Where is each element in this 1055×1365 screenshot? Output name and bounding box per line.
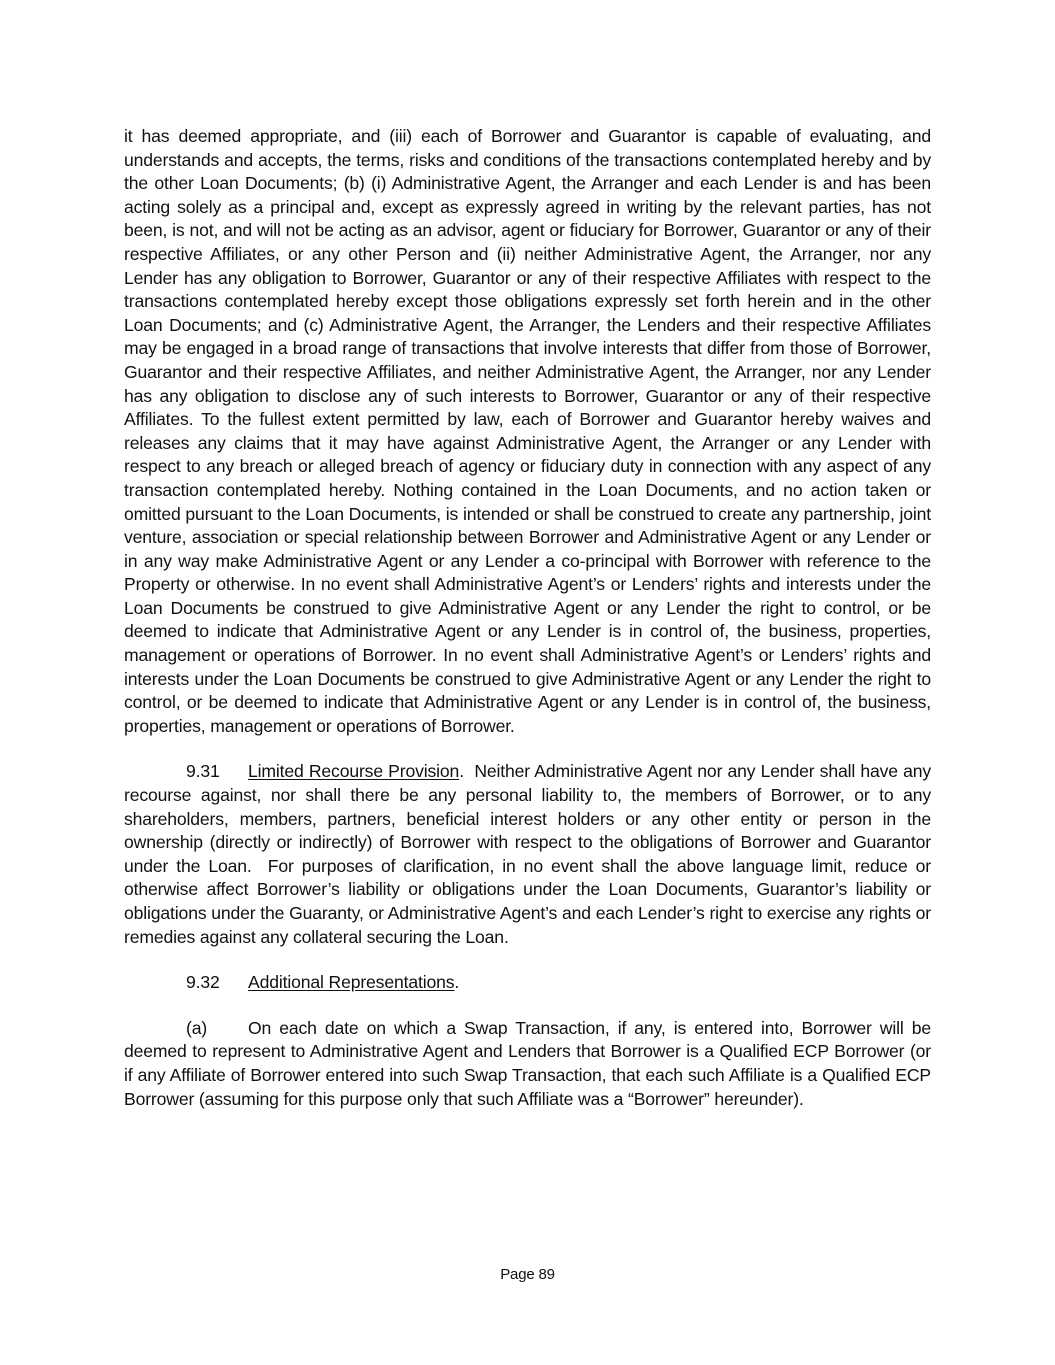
section-9-32-heading: Additional Representations (248, 972, 455, 993)
subsection-a-label: (a) (186, 1017, 208, 1038)
paragraph-continuation (124, 125, 931, 738)
section-9-32-number: 9.32 (186, 972, 220, 993)
page-footer (0, 1266, 1055, 1283)
section-9-31 (124, 760, 936, 949)
section-9-31-number: 9.31 (186, 761, 220, 782)
document-page (124, 125, 936, 1111)
section-9-31-heading: Limited Recourse Provision (248, 761, 460, 782)
section-9-32 (124, 971, 931, 995)
subsection-a-body: On each date on which a Swap Transaction, if any, is entered into, Borrower will be deemed to represent to Administrative Agent and Lenders that Borrower is a Qualified ECP Borrower (or if any Affiliate of Borrower entered into such Swap Transaction, that each such Affiliate is a Qualified ECP Borrower (assuming for this purpose only that such Affiliate was a “Borrower” hereunder). (124, 1017, 931, 1109)
subsection-a (124, 1017, 931, 1111)
section-9-31-heading-punct: . (459, 761, 464, 782)
page-number: Page 89 (500, 1266, 555, 1283)
section-9-31-body: Neither Administrative Agent nor any Lender shall have any recourse against, nor shall there be any personal liability to, the members of Borrower, or to any shareholders, members, partners, beneficial interest holders or any other entity or person in the ownership (directly or indirectly) of Borrower with respect to the obligations of Borrower and Guarantor under the Loan. For purposes of clarification, in no event shall the above language limit, reduce or otherwise affect Borrower’s liability or obligations under the Loan Documents, Guarantor’s liability or obligations under the Guaranty, or Administrative Agent’s and each Lender’s right to exercise any rights or remedies against any collateral securing the Loan. (124, 761, 936, 947)
paragraph-continuation-text: it has deemed appropriate, and (iii) each of Borrower and Guarantor is capable of evaluating, and understands and accepts, the terms, risks and conditions of the transactions contemplated hereby and by the other Loan Documents; (b) (i) Administrative Agent, the Arranger and each Lender is and has been acting solely as a principal and, except as expressly agreed in writing by the relevant parties, has not been, is not, and will not be acting as an advisor, agent or fiduciary for Borrower, Guarantor or any of their respective Affiliates, or any other Person and (ii) neither Administrative Agent, the Arranger, nor any Lender has any obligation to Borrower, Guarantor or any of their respective Affiliates with respect to the transactions contemplated hereby except those obligations expressly set forth herein and in the other Loan Documents; and (c) Administrative Agent, the Arranger, the Lenders and their respective Affiliates may be engaged in a broad range of transactions that involve interests that differ from those of Borrower, Guarantor and their respective Affiliates, and neither Administrative Agent, the Arranger, nor any Lender has any obligation to disclose any of such interests to Borrower, Guarantor or any of their respective Affiliates. To the fullest extent permitted by law, each of Borrower and Guarantor hereby waives and releases any claims that it may have against Administrative Agent, the Arranger or any Lender with respect to any breach or alleged breach of agency or fiduciary duty in connection with any aspect of any transaction contemplated hereby. Nothing contained in the Loan Documents, and no action taken or omitted pursuant to the Loan Documents, is intended or shall be construed to create any partnership, joint venture, association or special relationship between Borrower and Administrative Agent or any Lender or in any way make Administrative Agent or any Lender a co-principal with Borrower with reference to the Property or otherwise. In no event shall Administrative Agent’s or Lenders’ rights and interests under the Loan Documents be construed to give Administrative Agent or any Lender the right to control, or be deemed to indicate that Administrative Agent or any Lender is in control of, the business, properties, management or operations of Borrower. In no event shall Administrative Agent’s or Lenders’ rights and interests under the Loan Documents be construed to give Administrative Agent or any Lender the right to control, or be deemed to indicate that Administrative Agent or any Lender is in control of, the business, properties, management or operations of Borrower. (124, 126, 931, 736)
section-9-32-heading-punct: . (454, 972, 460, 993)
